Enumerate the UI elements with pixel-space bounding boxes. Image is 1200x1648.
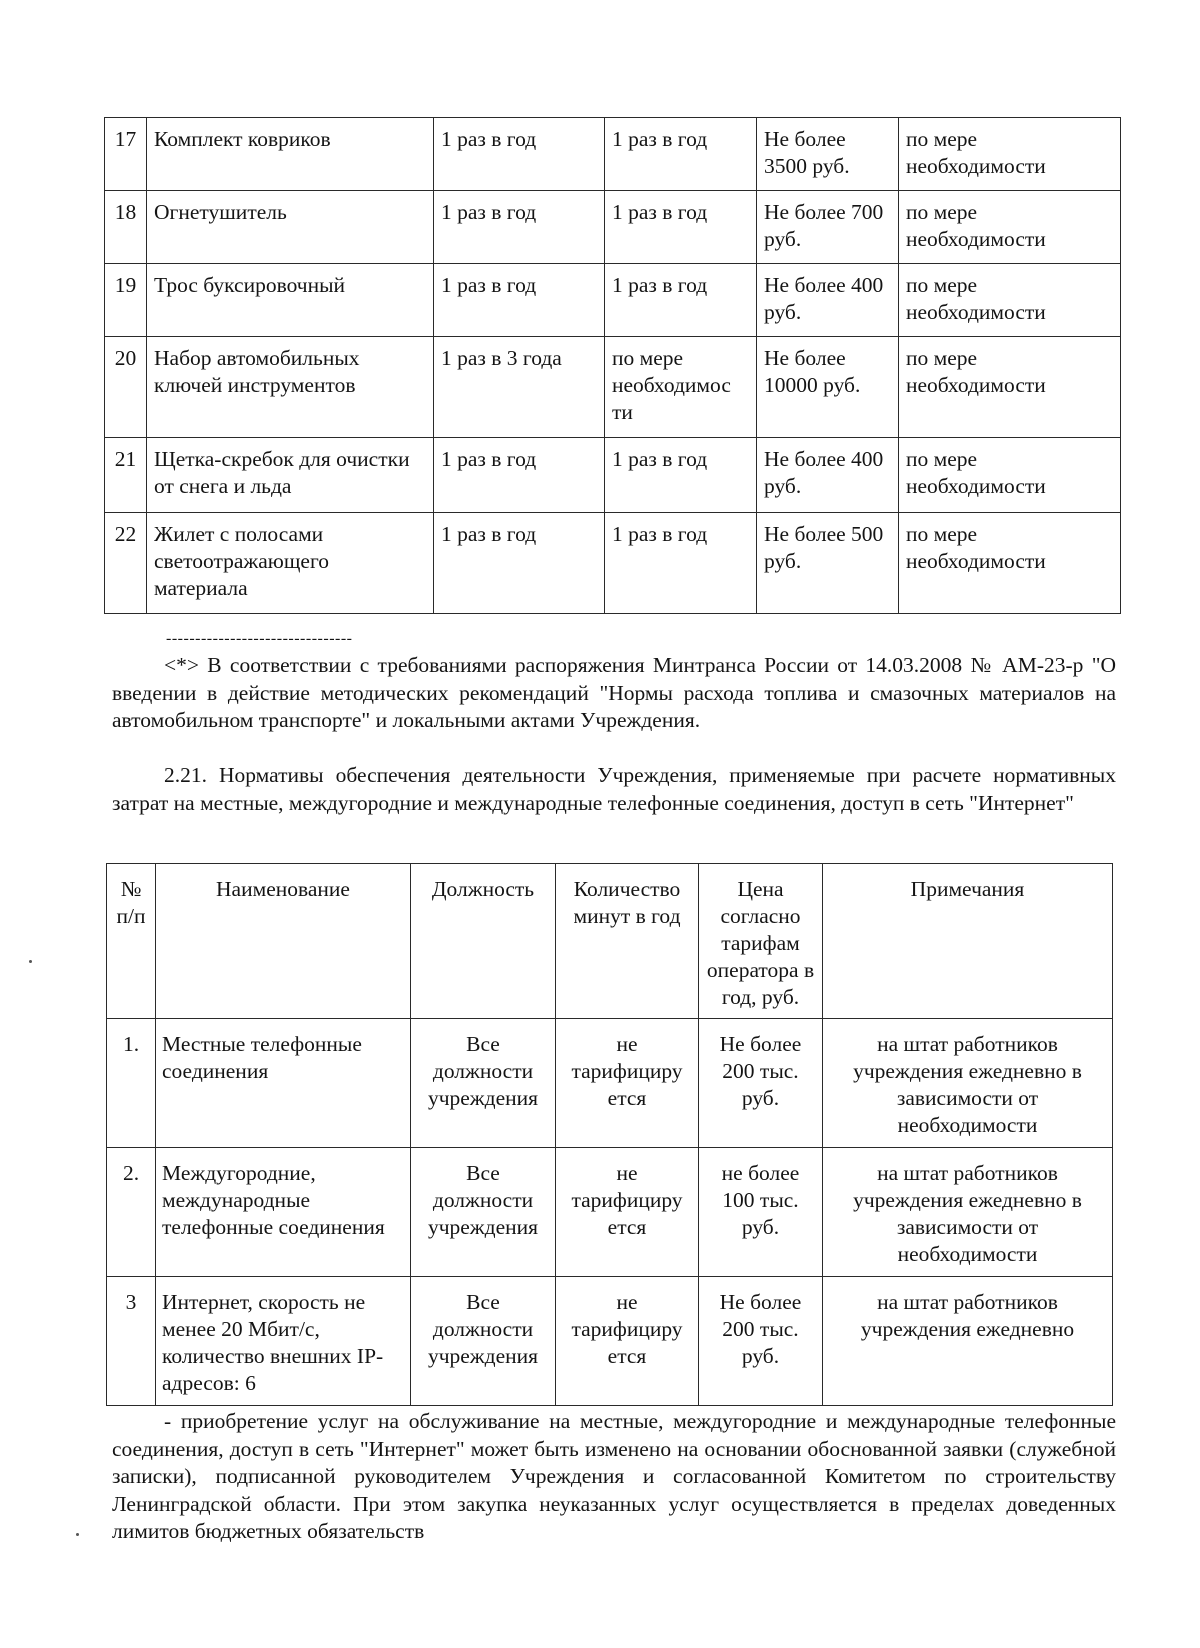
header-number: № п/п — [107, 864, 156, 1019]
row-number: 22 — [105, 513, 147, 614]
item-period: 1 раз в год — [434, 191, 605, 264]
item-name: Комплект ковриков — [147, 118, 434, 191]
item-quantity: 1 раз в год — [605, 191, 757, 264]
row-number: 18 — [105, 191, 147, 264]
service-minutes: не тарифициру ется — [556, 1277, 699, 1406]
table-row — [105, 191, 1121, 264]
item-note: по мере необходимости — [899, 191, 1121, 264]
item-period: 1 раз в год — [434, 438, 605, 513]
service-price: Не более 200 тыс. руб. — [699, 1277, 823, 1406]
item-price: Не более 500 руб. — [757, 513, 899, 614]
table-row — [105, 513, 1121, 614]
service-name: Интернет, скорость не менее 20 Мбит/с, количество внешних IP-адресов: 6 — [156, 1277, 411, 1406]
item-price: Не более 400 руб. — [757, 438, 899, 513]
row-number: 2. — [107, 1148, 156, 1277]
service-notes: на штат работников учреждения ежедневно в зависимости от необходимости — [823, 1019, 1113, 1148]
footnote-text: <*> В соответствии с требованиями распоряжения Минтранса России от 14.03.2008 № АМ-23-р "О введении в действие методических рекомендаций "Нормы расхода топлива и смазочных материалов на автомобильном транспорте" и локальными актами Учреждения. — [112, 653, 1116, 732]
service-name: Местные телефонные соединения — [156, 1019, 411, 1148]
item-note: по мере необходимости — [899, 337, 1121, 438]
item-name: Трос буксировочный — [147, 264, 434, 337]
table-row — [105, 438, 1121, 513]
row-number: 19 — [105, 264, 147, 337]
service-position: Все должности учреждения — [411, 1019, 556, 1148]
row-number: 20 — [105, 337, 147, 438]
item-quantity: по мере необходимос ти — [605, 337, 757, 438]
header-minutes: Количество минут в год — [556, 864, 699, 1019]
item-quantity: 1 раз в год — [605, 438, 757, 513]
section-text: 2.21. Нормативы обеспечения деятельности Учреждения, применяемые при расчете нормативных затрат на местные, междугородние и международные телефонные соединения, доступ в сеть "Интернет" — [112, 763, 1116, 815]
item-quantity: 1 раз в год — [605, 513, 757, 614]
row-number: 17 — [105, 118, 147, 191]
table-row — [105, 264, 1121, 337]
row-number: 3 — [107, 1277, 156, 1406]
item-name: Набор автомобильных ключей инструментов — [147, 337, 434, 438]
table-row — [105, 337, 1121, 438]
item-name: Жилет с полосами светоотражающего материала — [147, 513, 434, 614]
item-note: по мере необходимости — [899, 118, 1121, 191]
norms-table-telecom — [106, 863, 1113, 1406]
service-price: Не более 200 тыс. руб. — [699, 1019, 823, 1148]
table-row — [107, 1148, 1113, 1277]
scan-speck — [76, 1533, 79, 1536]
header-position: Должность — [411, 864, 556, 1019]
norms-table-vehicle-equipment — [104, 117, 1121, 614]
item-price: Не более 3500 руб. — [757, 118, 899, 191]
service-minutes: не тарифициру ется — [556, 1148, 699, 1277]
item-note: по мере необходимости — [899, 438, 1121, 513]
row-number: 1. — [107, 1019, 156, 1148]
footnote-separator: -------------------------------- — [166, 630, 353, 647]
item-price: Не более 10000 руб. — [757, 337, 899, 438]
service-minutes: не тарифициру ется — [556, 1019, 699, 1148]
item-period: 1 раз в год — [434, 264, 605, 337]
item-price: Не более 400 руб. — [757, 264, 899, 337]
item-period: 1 раз в 3 года — [434, 337, 605, 438]
table-row — [107, 1277, 1113, 1406]
service-price: не более 100 тыс. руб. — [699, 1148, 823, 1277]
item-name: Щетка-скребок для очистки от снега и льда — [147, 438, 434, 513]
section-heading-paragraph — [112, 762, 1116, 817]
item-period: 1 раз в год — [434, 513, 605, 614]
service-position: Все должности учреждения — [411, 1277, 556, 1406]
service-name: Междугородние, международные телефонные соединения — [156, 1148, 411, 1277]
service-position: Все должности учреждения — [411, 1148, 556, 1277]
service-notes: на штат работников учреждения ежедневно — [823, 1277, 1113, 1406]
item-price: Не более 700 руб. — [757, 191, 899, 264]
table-header-row — [107, 864, 1113, 1019]
row-number: 21 — [105, 438, 147, 513]
item-note: по мере необходимости — [899, 264, 1121, 337]
table-row — [107, 1019, 1113, 1148]
footnote-paragraph — [112, 652, 1116, 735]
item-period: 1 раз в год — [434, 118, 605, 191]
closing-text: - приобретение услуг на обслуживание на местные, междугородние и международные телефонные соединения, доступ в сеть "Интернет" может быть изменено на основании обоснованной заявки (служебной записки), подписанной руководителем Учреждения и согласованной Комитетом по строительству Ленинградской области. При этом закупка неуказанных услуг осуществляется в пределах доведенных лимитов бюджетных обязательств — [112, 1409, 1116, 1543]
table-row — [105, 118, 1121, 191]
header-name: Наименование — [156, 864, 411, 1019]
scan-speck — [29, 960, 32, 963]
closing-paragraph — [112, 1408, 1116, 1546]
item-note: по мере необходимости — [899, 513, 1121, 614]
item-name: Огнетушитель — [147, 191, 434, 264]
header-price: Цена согласно тарифам оператора в год, руб. — [699, 864, 823, 1019]
item-quantity: 1 раз в год — [605, 118, 757, 191]
header-notes: Примечания — [823, 864, 1113, 1019]
item-quantity: 1 раз в год — [605, 264, 757, 337]
service-notes: на штат работников учреждения ежедневно в зависимости от необходимости — [823, 1148, 1113, 1277]
